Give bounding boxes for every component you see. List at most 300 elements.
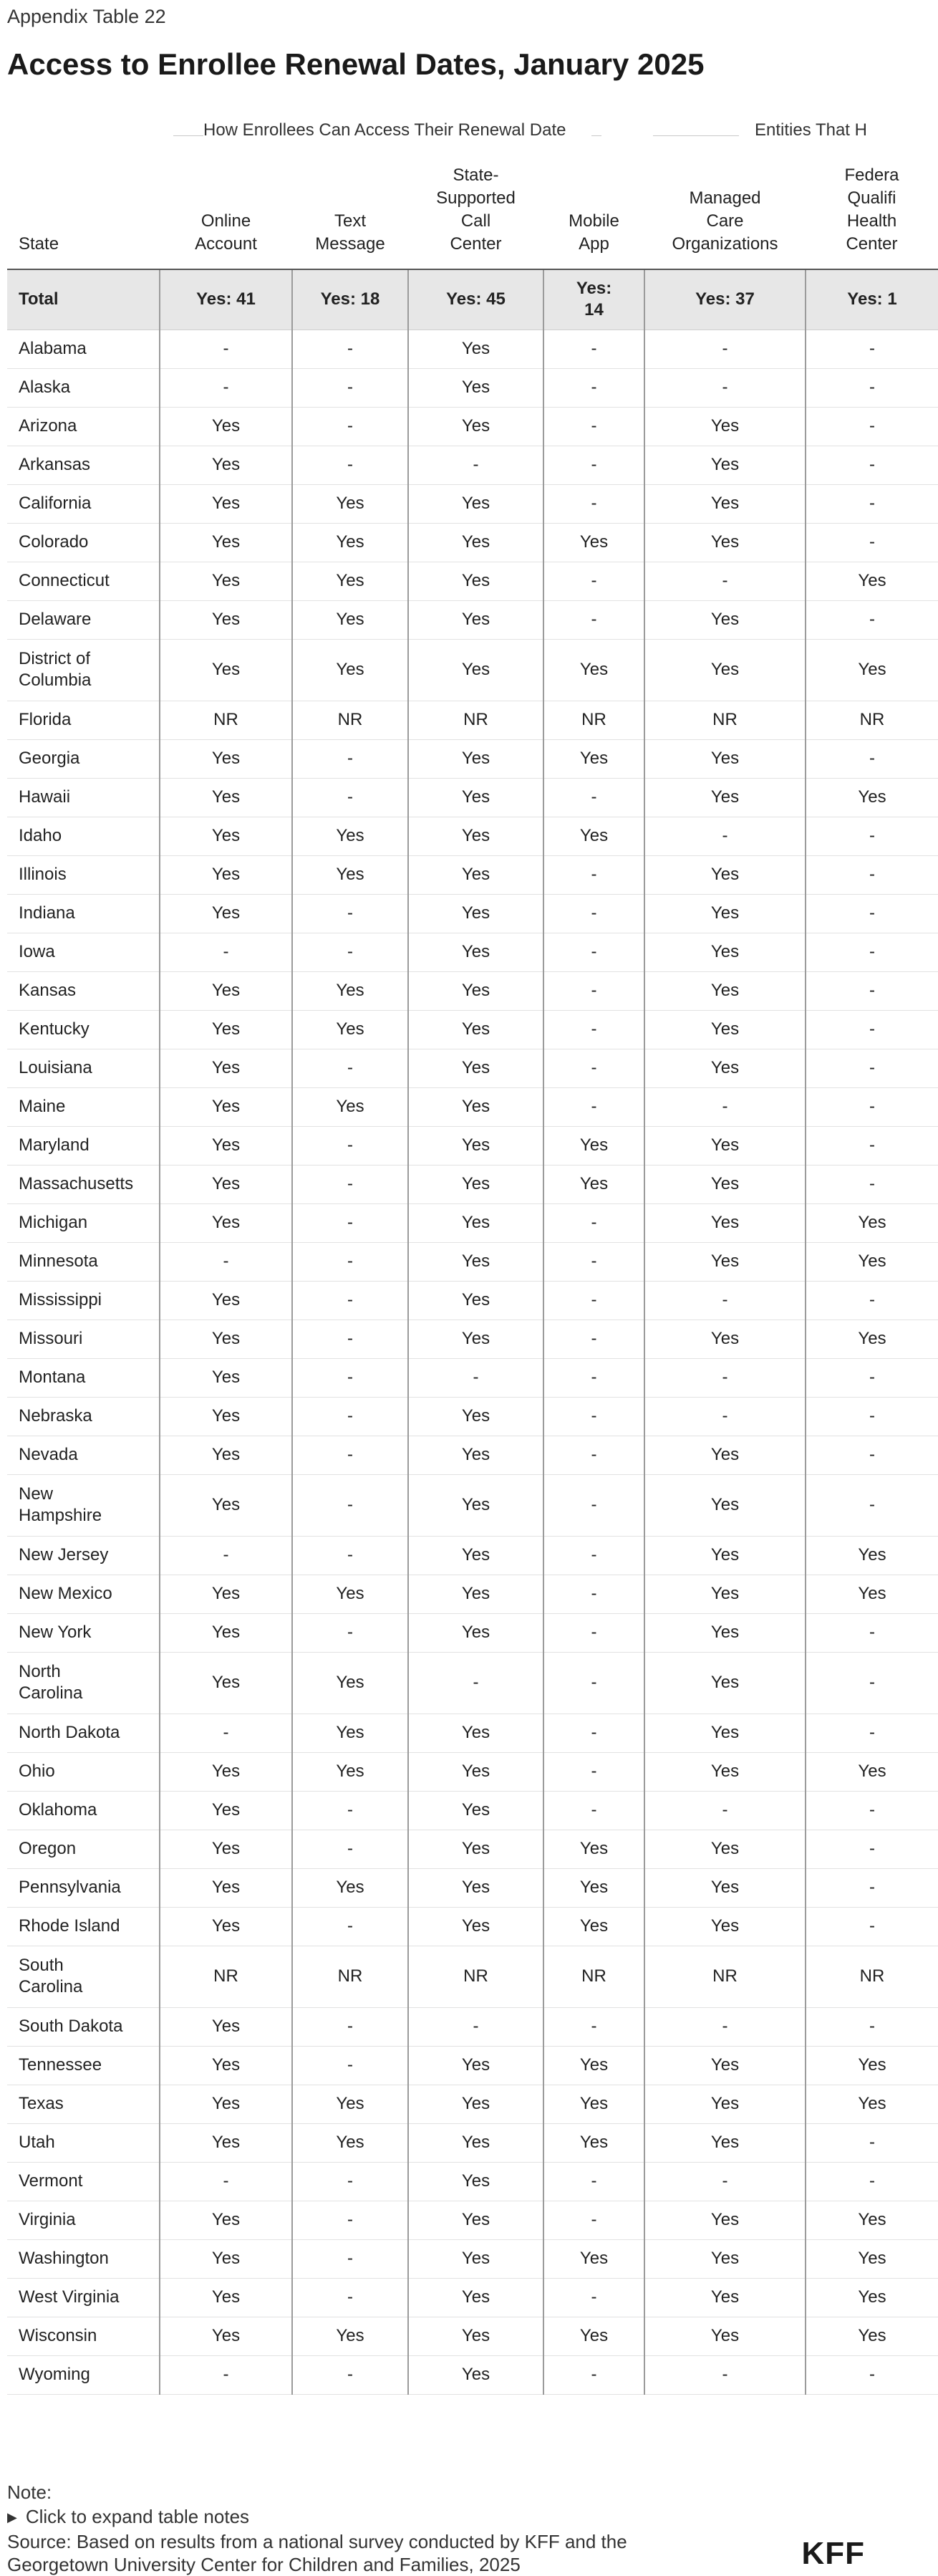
state-name-cell: Wyoming <box>7 2355 160 2394</box>
cell-managed-care: Yes <box>644 894 806 933</box>
group-label-entities: Entities That H <box>755 120 867 140</box>
cell-mobile-app: - <box>543 2162 644 2201</box>
cell-online-account: Yes <box>160 1203 292 1242</box>
cell-text-message: - <box>292 446 408 484</box>
state-name-cell: Maryland <box>7 1126 160 1165</box>
cell-call-center: Yes <box>408 1752 543 1791</box>
state-name-cell: North Dakota <box>7 1714 160 1752</box>
cell-online-account: Yes <box>160 855 292 894</box>
state-name-cell: Wisconsin <box>7 2317 160 2355</box>
state-name-cell: Missouri <box>7 1320 160 1358</box>
cell-mobile-app: Yes <box>543 1830 644 1868</box>
cell-call-center: Yes <box>408 2162 543 2201</box>
state-name-cell: Alabama <box>7 330 160 368</box>
cell-online-account: - <box>160 368 292 407</box>
cell-text-message: - <box>292 1165 408 1203</box>
cell-mobile-app: Yes <box>543 2239 644 2278</box>
cell-mobile-app: - <box>543 1397 644 1436</box>
cell-online-account: Yes <box>160 600 292 639</box>
cell-online-account: Yes <box>160 1474 292 1536</box>
state-name-cell: Kentucky <box>7 1010 160 1049</box>
cell-fqhc: Yes <box>806 1752 938 1791</box>
cell-online-account: Yes <box>160 446 292 484</box>
cell-fqhc: - <box>806 1165 938 1203</box>
cell-fqhc: - <box>806 523 938 562</box>
cell-online-account: Yes <box>160 971 292 1010</box>
cell-fqhc: Yes <box>806 2278 938 2317</box>
cell-mobile-app: - <box>543 1320 644 1358</box>
cell-managed-care: - <box>644 1397 806 1436</box>
cell-fqhc: - <box>806 368 938 407</box>
appendix-label: Appendix Table 22 <box>7 6 166 27</box>
table-row <box>7 1397 938 1436</box>
cell-call-center: Yes <box>408 2278 543 2317</box>
cell-fqhc: - <box>806 1830 938 1868</box>
cell-text-message: - <box>292 1907 408 1946</box>
column-header-online-account: Online Account <box>160 155 292 269</box>
cell-mobile-app: - <box>543 2007 644 2046</box>
cell-fqhc: - <box>806 1907 938 1946</box>
kff-logo: KFF <box>801 2536 865 2571</box>
table-row <box>7 2085 938 2123</box>
cell-managed-care: Yes <box>644 1536 806 1575</box>
cell-call-center: Yes <box>408 933 543 971</box>
cell-fqhc: Yes <box>806 2239 938 2278</box>
cell-managed-care: Yes <box>644 1049 806 1087</box>
cell-fqhc: - <box>806 894 938 933</box>
cell-fqhc: - <box>806 971 938 1010</box>
cell-text-message: - <box>292 368 408 407</box>
cell-online-account: Yes <box>160 1281 292 1320</box>
cell-managed-care: Yes <box>644 484 806 523</box>
cell-call-center: Yes <box>408 1126 543 1165</box>
cell-text-message: Yes <box>292 1087 408 1126</box>
cell-text-message: - <box>292 2046 408 2085</box>
cell-call-center: Yes <box>408 1575 543 1613</box>
cell-mobile-app: - <box>543 1010 644 1049</box>
cell-managed-care: Yes <box>644 1752 806 1791</box>
state-name-cell: Pennsylvania <box>7 1868 160 1907</box>
cell-mobile-app: Yes <box>543 1907 644 1946</box>
cell-online-account: NR <box>160 1946 292 2007</box>
cell-call-center: Yes <box>408 1397 543 1436</box>
table-row <box>7 1087 938 1126</box>
cell-fqhc: - <box>806 446 938 484</box>
cell-fqhc: - <box>806 2355 938 2394</box>
cell-mobile-app: - <box>543 562 644 600</box>
table-row <box>7 1126 938 1165</box>
state-name-cell: Indiana <box>7 894 160 933</box>
cell-online-account: Yes <box>160 1868 292 1907</box>
cell-managed-care: Yes <box>644 1242 806 1281</box>
table-row <box>7 368 938 407</box>
cell-fqhc: - <box>806 484 938 523</box>
cell-mobile-app: - <box>543 1536 644 1575</box>
group-label-access: How Enrollees Can Access Their Renewal Date <box>203 120 566 140</box>
cell-text-message: - <box>292 1436 408 1474</box>
cell-call-center: NR <box>408 701 543 739</box>
cell-mobile-app: - <box>543 778 644 817</box>
cell-fqhc: - <box>806 1358 938 1397</box>
table-row <box>7 639 938 701</box>
cell-managed-care: Yes <box>644 2239 806 2278</box>
state-name-cell: Rhode Island <box>7 1907 160 1946</box>
cell-fqhc: - <box>806 1087 938 1126</box>
cell-call-center: Yes <box>408 1613 543 1652</box>
cell-call-center: Yes <box>408 1203 543 1242</box>
cell-managed-care: NR <box>644 1946 806 2007</box>
cell-call-center: Yes <box>408 739 543 778</box>
cell-text-message: Yes <box>292 2317 408 2355</box>
state-name-cell: Vermont <box>7 2162 160 2201</box>
cell-managed-care: Yes <box>644 2278 806 2317</box>
table-row <box>7 1613 938 1652</box>
cell-fqhc: - <box>806 1126 938 1165</box>
cell-call-center: Yes <box>408 2239 543 2278</box>
cell-mobile-app: - <box>543 1087 644 1126</box>
table-row <box>7 1358 938 1397</box>
state-name-cell: South Carolina <box>7 1946 160 2007</box>
cell-fqhc: - <box>806 407 938 446</box>
cell-managed-care: Yes <box>644 1575 806 1613</box>
cell-managed-care: - <box>644 368 806 407</box>
cell-fqhc: - <box>806 1714 938 1752</box>
cell-mobile-app: - <box>543 2278 644 2317</box>
cell-mobile-app: - <box>543 407 644 446</box>
cell-managed-care: - <box>644 817 806 855</box>
state-name-cell: District of Columbia <box>7 639 160 701</box>
cell-online-account: Yes <box>160 1752 292 1791</box>
table-row <box>7 523 938 562</box>
cell-managed-care: Yes <box>644 971 806 1010</box>
cell-fqhc: NR <box>806 701 938 739</box>
cell-managed-care: - <box>644 1358 806 1397</box>
table-row <box>7 1946 938 2007</box>
table-row <box>7 1010 938 1049</box>
table-row <box>7 2278 938 2317</box>
cell-text-message: - <box>292 1126 408 1165</box>
cell-online-account: Yes <box>160 1087 292 1126</box>
state-name-cell: California <box>7 484 160 523</box>
cell-fqhc: - <box>806 2162 938 2201</box>
table-row <box>7 2007 938 2046</box>
cell-managed-care: Yes <box>644 1165 806 1203</box>
note-label: Note: <box>7 2481 52 2503</box>
cell-text-message: Yes <box>292 817 408 855</box>
cell-call-center: Yes <box>408 855 543 894</box>
table-row <box>7 971 938 1010</box>
cell-online-account: Yes <box>160 2007 292 2046</box>
table-row <box>7 1830 938 1868</box>
cell-fqhc: Yes <box>806 2317 938 2355</box>
cell-call-center: Yes <box>408 1714 543 1752</box>
cell-fqhc: - <box>806 1049 938 1087</box>
table-row <box>7 2355 938 2394</box>
cell-call-center: Yes <box>408 1242 543 1281</box>
cell-mobile-app: - <box>543 1203 644 1242</box>
cell-online-account: - <box>160 330 292 368</box>
triangle-right-icon: ▶ <box>7 2510 17 2524</box>
cell-online-account: Yes <box>160 2239 292 2278</box>
state-name-cell: New Mexico <box>7 1575 160 1613</box>
cell-call-center: Yes <box>408 894 543 933</box>
cell-managed-care: Yes <box>644 1868 806 1907</box>
cell-call-center: Yes <box>408 1010 543 1049</box>
cell-mobile-app: - <box>543 1791 644 1830</box>
cell-online-account: - <box>160 1714 292 1752</box>
state-name-cell: New Jersey <box>7 1536 160 1575</box>
cell-text-message: NR <box>292 701 408 739</box>
table-row <box>7 739 938 778</box>
cell-call-center: Yes <box>408 1165 543 1203</box>
cell-managed-care: Yes <box>644 2085 806 2123</box>
table-row <box>7 1752 938 1791</box>
cell-fqhc: - <box>806 600 938 639</box>
cell-managed-care: Yes <box>644 2123 806 2162</box>
cell-call-center: Yes <box>408 2201 543 2239</box>
cell-managed-care: Yes <box>644 933 806 971</box>
cell-mobile-app: - <box>543 1436 644 1474</box>
state-name-cell: Delaware <box>7 600 160 639</box>
state-name-cell: West Virginia <box>7 2278 160 2317</box>
table-row <box>7 446 938 484</box>
cell-mobile-app: - <box>543 1242 644 1281</box>
cell-call-center: Yes <box>408 1868 543 1907</box>
cell-mobile-app: - <box>543 484 644 523</box>
cell-managed-care: Yes <box>644 1714 806 1752</box>
table-row <box>7 2162 938 2201</box>
cell-text-message: - <box>292 330 408 368</box>
cell-mobile-app: Yes <box>543 2046 644 2085</box>
cell-call-center: Yes <box>408 1907 543 1946</box>
cell-managed-care: Yes <box>644 1652 806 1714</box>
cell-mobile-app: - <box>543 600 644 639</box>
cell-call-center: Yes <box>408 1791 543 1830</box>
cell-online-account: Yes <box>160 1575 292 1613</box>
cell-online-account: Yes <box>160 2201 292 2239</box>
cell-text-message: NR <box>292 1946 408 2007</box>
cell-fqhc: - <box>806 1791 938 1830</box>
cell-online-account: Yes <box>160 739 292 778</box>
state-name-cell: Colorado <box>7 523 160 562</box>
table-row <box>7 817 938 855</box>
column-header-state: State <box>7 155 160 269</box>
cell-fqhc: - <box>806 2007 938 2046</box>
cell-fqhc: Yes <box>806 1320 938 1358</box>
cell-fqhc: - <box>806 1652 938 1714</box>
table-row <box>7 2201 938 2239</box>
cell-call-center: Yes <box>408 2046 543 2085</box>
cell-text-message: - <box>292 894 408 933</box>
state-name-cell: Florida <box>7 701 160 739</box>
group-divider-line <box>653 135 739 136</box>
column-group-header <box>7 116 874 155</box>
cell-fqhc: - <box>806 1281 938 1320</box>
cell-mobile-app: - <box>543 894 644 933</box>
cell-text-message: Yes <box>292 971 408 1010</box>
cell-fqhc: Yes <box>806 2085 938 2123</box>
cell-online-account: Yes <box>160 1049 292 1087</box>
column-header-mobile-app: Mobile App <box>543 155 644 269</box>
cell-online-account: Yes <box>160 1397 292 1436</box>
cell-text-message: - <box>292 739 408 778</box>
table-row <box>7 2317 938 2355</box>
cell-call-center: Yes <box>408 1536 543 1575</box>
cell-text-message: - <box>292 1049 408 1087</box>
expand-notes-toggle[interactable] <box>7 2506 249 2528</box>
cell-call-center: NR <box>408 1946 543 2007</box>
table-container[interactable] <box>7 116 899 2395</box>
cell-online-account: - <box>160 933 292 971</box>
cell-mobile-app: - <box>543 1613 644 1652</box>
column-header-text-message: Text Message <box>292 155 408 269</box>
table-header-row <box>7 155 938 269</box>
cell-text-message: Yes <box>292 1010 408 1049</box>
cell-managed-care: - <box>644 1791 806 1830</box>
state-name-cell: Mississippi <box>7 1281 160 1320</box>
cell-mobile-app: - <box>543 1752 644 1791</box>
cell-fqhc: Yes <box>806 1203 938 1242</box>
state-name-cell: Michigan <box>7 1203 160 1242</box>
cell-text-message: - <box>292 1830 408 1868</box>
state-name-cell: Nebraska <box>7 1397 160 1436</box>
table-row <box>7 701 938 739</box>
cell-text-message: - <box>292 1536 408 1575</box>
cell-online-account: Yes <box>160 407 292 446</box>
cell-managed-care: - <box>644 1281 806 1320</box>
table-row <box>7 2239 938 2278</box>
cell-managed-care: Yes <box>644 1010 806 1049</box>
cell-fqhc: Yes <box>806 1575 938 1613</box>
cell-call-center: Yes <box>408 639 543 701</box>
cell-call-center: Yes <box>408 2355 543 2394</box>
cell-call-center: Yes <box>408 1474 543 1536</box>
cell-online-account: Yes <box>160 2278 292 2317</box>
cell-managed-care: Yes <box>644 1203 806 1242</box>
cell-online-account: Yes <box>160 484 292 523</box>
cell-call-center: - <box>408 1358 543 1397</box>
table-row <box>7 1320 938 1358</box>
cell-call-center: Yes <box>408 1830 543 1868</box>
cell-text-message: - <box>292 1320 408 1358</box>
state-name-cell: Massachusetts <box>7 1165 160 1203</box>
cell-managed-care: Yes <box>644 1126 806 1165</box>
cell-online-account: Yes <box>160 894 292 933</box>
table-row <box>7 330 938 368</box>
state-name-cell: Tennessee <box>7 2046 160 2085</box>
table-row <box>7 2046 938 2085</box>
cell-call-center: Yes <box>408 368 543 407</box>
table-row <box>7 484 938 523</box>
cell-fqhc: - <box>806 2123 938 2162</box>
total-cell-online-account: Yes: 41 <box>160 269 292 330</box>
cell-fqhc: - <box>806 855 938 894</box>
cell-text-message: - <box>292 2239 408 2278</box>
table-row <box>7 1436 938 1474</box>
table-row <box>7 1203 938 1242</box>
cell-call-center: Yes <box>408 1436 543 1474</box>
cell-mobile-app: - <box>543 446 644 484</box>
cell-fqhc: - <box>806 739 938 778</box>
cell-call-center: Yes <box>408 600 543 639</box>
cell-mobile-app: Yes <box>543 1126 644 1165</box>
cell-mobile-app: Yes <box>543 817 644 855</box>
cell-call-center: - <box>408 446 543 484</box>
cell-mobile-app: Yes <box>543 2123 644 2162</box>
table-row <box>7 1165 938 1203</box>
cell-online-account: Yes <box>160 1436 292 1474</box>
cell-online-account: Yes <box>160 2123 292 2162</box>
cell-text-message: Yes <box>292 2085 408 2123</box>
cell-text-message: - <box>292 2355 408 2394</box>
cell-mobile-app: NR <box>543 1946 644 2007</box>
cell-mobile-app: - <box>543 1358 644 1397</box>
cell-mobile-app: Yes <box>543 1165 644 1203</box>
table-row <box>7 1242 938 1281</box>
state-name-cell: Illinois <box>7 855 160 894</box>
cell-text-message: Yes <box>292 562 408 600</box>
cell-call-center: - <box>408 1652 543 1714</box>
cell-online-account: Yes <box>160 2046 292 2085</box>
state-name-cell: Connecticut <box>7 562 160 600</box>
state-name-cell: Maine <box>7 1087 160 1126</box>
state-name-cell: Louisiana <box>7 1049 160 1087</box>
table-row <box>7 2123 938 2162</box>
table-row <box>7 1652 938 1714</box>
cell-online-account: Yes <box>160 1126 292 1165</box>
total-cell-state: Total <box>7 269 160 330</box>
cell-fqhc: Yes <box>806 562 938 600</box>
table-row <box>7 778 938 817</box>
cell-mobile-app: NR <box>543 701 644 739</box>
state-name-cell: New Hampshire <box>7 1474 160 1536</box>
cell-text-message: - <box>292 1791 408 1830</box>
cell-managed-care: - <box>644 1087 806 1126</box>
state-name-cell: Alaska <box>7 368 160 407</box>
state-name-cell: Washington <box>7 2239 160 2278</box>
cell-fqhc: - <box>806 1010 938 1049</box>
cell-managed-care: Yes <box>644 1907 806 1946</box>
cell-mobile-app: - <box>543 2355 644 2394</box>
cell-text-message: Yes <box>292 1652 408 1714</box>
cell-text-message: Yes <box>292 523 408 562</box>
total-cell-fqhc: Yes: 1 <box>806 269 938 330</box>
cell-text-message: Yes <box>292 600 408 639</box>
cell-text-message: - <box>292 2278 408 2317</box>
cell-fqhc: - <box>806 1474 938 1536</box>
cell-text-message: - <box>292 933 408 971</box>
cell-online-account: - <box>160 2355 292 2394</box>
state-name-cell: South Dakota <box>7 2007 160 2046</box>
table-row <box>7 1868 938 1907</box>
state-name-cell: Hawaii <box>7 778 160 817</box>
cell-mobile-app: - <box>543 330 644 368</box>
state-name-cell: Texas <box>7 2085 160 2123</box>
cell-online-account: Yes <box>160 1010 292 1049</box>
table-row <box>7 600 938 639</box>
cell-call-center: Yes <box>408 971 543 1010</box>
table-row <box>7 1575 938 1613</box>
table-row <box>7 855 938 894</box>
cell-mobile-app: Yes <box>543 739 644 778</box>
cell-call-center: Yes <box>408 2317 543 2355</box>
cell-managed-care: Yes <box>644 1474 806 1536</box>
total-cell-call-center: Yes: 45 <box>408 269 543 330</box>
cell-fqhc: Yes <box>806 1536 938 1575</box>
cell-text-message: Yes <box>292 1868 408 1907</box>
state-name-cell: Arizona <box>7 407 160 446</box>
cell-text-message: - <box>292 1397 408 1436</box>
